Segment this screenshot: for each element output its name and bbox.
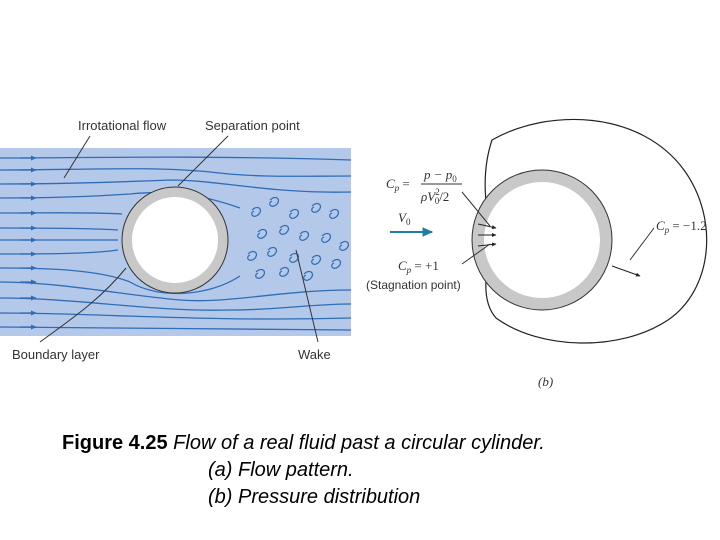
panel-a-flow-pattern [0,118,351,362]
label-boundary-layer: Boundary layer [12,347,100,362]
caption-title: Flow of a real fluid past a circular cylinder. [173,432,545,454]
label-wake: Wake [298,347,331,362]
pressure-arrow [612,266,640,276]
velocity-label: $V_0$ [398,210,411,227]
cylinder-b [472,170,612,310]
formula-numerator: $p - p_0$ [424,167,457,184]
caption-item-b: (b) Pressure distribution [208,486,421,508]
pressure-coefficient-formula [386,167,462,206]
figure-number: Figure 4.25 [62,432,168,454]
caption-item-a: (a) Flow pattern. [208,459,354,481]
cp-plus-label: $C_p = +1$ [398,258,439,275]
panel-b-tag: (b) [538,374,554,389]
cylinder-a [122,187,228,293]
cp-minus-label: $C_p = -1.2$ [656,218,707,235]
formula-lhs: $C_p$ = [386,176,410,193]
label-separation-point: Separation point [205,118,300,133]
formula-denominator: $\rho V^2$ 0/2 [421,187,450,206]
caption-line-1 [62,430,702,457]
figure-caption [62,430,702,511]
panel-b-pressure-distribution [366,119,707,389]
stagnation-point-label: (Stagnation point) [366,278,461,292]
label-irrotational-flow: Irrotational flow [78,118,167,133]
leader-cp-minus [630,228,654,260]
